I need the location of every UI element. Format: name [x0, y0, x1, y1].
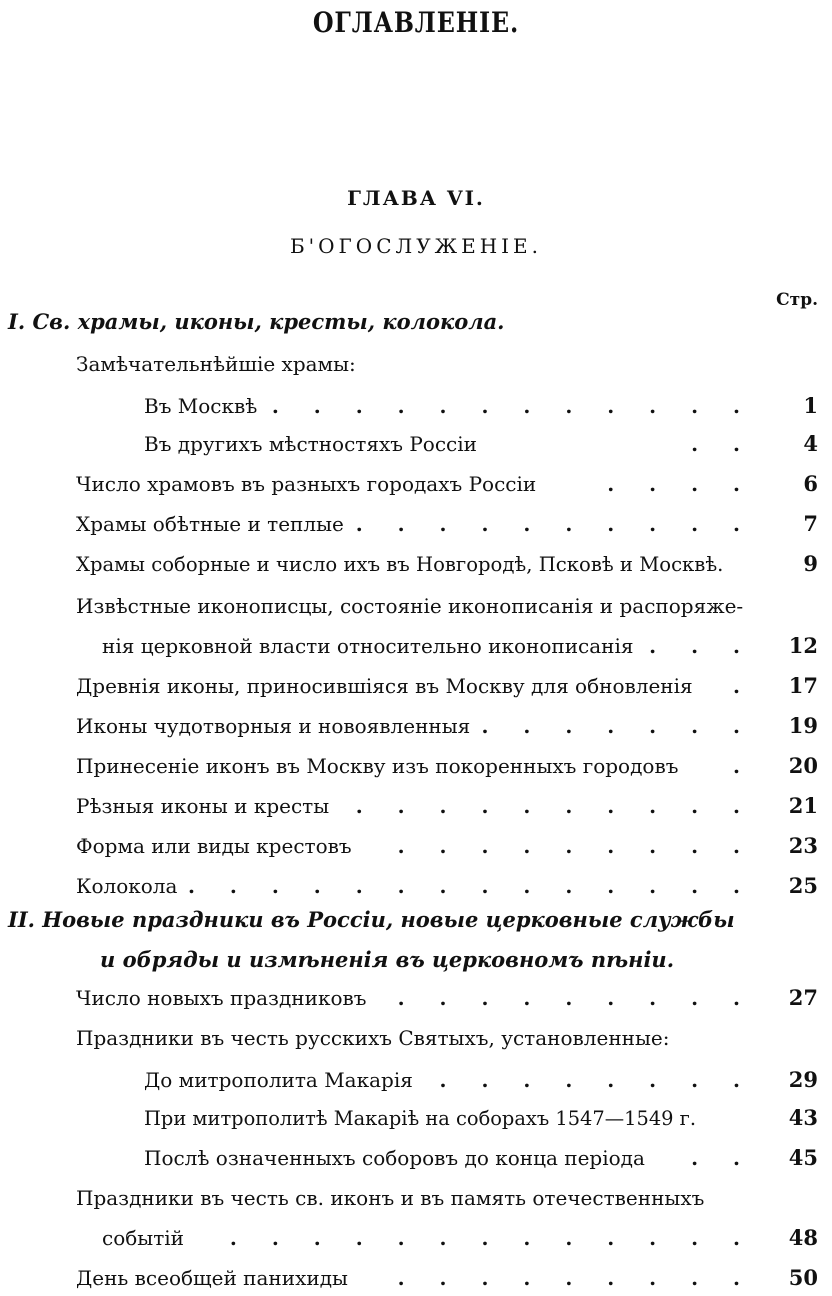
toc-entry [0, 750, 832, 782]
entry-title: Принесеніе иконъ въ Москву изъ покоренныхъ городовъ [76, 754, 679, 778]
leader-dots: . . . . . . . . . . . . . [229, 1226, 754, 1250]
toc-entry [0, 428, 832, 460]
entry-page: 45 [788, 1145, 818, 1170]
toc-entry [0, 710, 832, 742]
entry-title: Въ другихъ мѣстностяхъ Россіи [144, 432, 477, 456]
entry-title: Извѣстные иконописцы, состояніе иконописанія и распоряже- [76, 594, 744, 618]
leader-dots: . . . [649, 634, 754, 658]
toc-entry [0, 348, 832, 380]
section-heading [0, 306, 832, 338]
entry-page: 4 [803, 431, 818, 456]
entry-title: Число новыхъ праздниковъ [76, 986, 367, 1010]
entry-page: 43 [788, 1105, 818, 1130]
entry-page: 17 [788, 673, 818, 698]
page-title: ОГЛАВЛЕНІЕ. [312, 6, 520, 39]
section-title: и обряды и измѣненія въ церковномъ пѣніи. [100, 947, 675, 972]
entry-title: До митрополита Макарія [144, 1068, 413, 1092]
leader-dots: . . [691, 1146, 754, 1170]
entry-page: 20 [788, 753, 818, 778]
chapter-heading: ГЛАВА VI. [347, 186, 485, 210]
entry-title: нія церковной власти относительно иконописанія [102, 634, 634, 658]
leader-dots: . . . . . . . [481, 714, 754, 738]
section-title: II. Новые праздники въ Россіи, новые церковные службы [8, 907, 735, 932]
leader-dots: . . . . . . . . . [397, 834, 754, 858]
leader-dots: . . . . . . . . . [397, 1266, 754, 1290]
entry-page: 12 [788, 633, 818, 658]
entry-page: 29 [788, 1067, 818, 1092]
toc-entry [0, 830, 832, 862]
entry-title: Храмы соборные и число ихъ въ Новгородѣ, Псковѣ и Москвѣ. [76, 552, 724, 576]
section-heading [0, 904, 832, 936]
toc-entry [0, 1222, 832, 1254]
leader-dots: . . . . . . . . . . [355, 794, 754, 818]
toc-entry [0, 630, 832, 662]
leader-dots: . . [691, 432, 754, 456]
entry-page: 48 [788, 1225, 818, 1250]
entry-page: 6 [803, 471, 818, 496]
entry-title: Древнія иконы, приносившіяся въ Москву для обновленія [76, 674, 693, 698]
entry-title: Въ Москвѣ [144, 394, 258, 418]
entry-title: Послѣ означенныхъ соборовъ до конца періода [144, 1146, 645, 1170]
toc-entry [0, 1142, 832, 1174]
toc-entry [0, 548, 832, 580]
leader-dots: . . . . . . . . . . [355, 512, 754, 536]
entry-page: 27 [788, 985, 818, 1010]
toc-entry [0, 590, 832, 622]
entry-page: 25 [788, 873, 818, 898]
toc-entry [0, 982, 832, 1014]
leader-dots: . . . . . . . . [439, 1068, 754, 1092]
leader-dots: . . . . [607, 472, 754, 496]
toc-entry [0, 670, 832, 702]
section-title: I. Св. храмы, иконы, кресты, колокола. [8, 309, 505, 334]
toc-entry [0, 1064, 832, 1096]
entry-page: 9 [803, 551, 818, 576]
entry-page: 19 [788, 713, 818, 738]
chapter-subtitle: Б'ОГОСЛУЖЕНІЕ. [289, 234, 543, 258]
entry-title: событій [102, 1226, 184, 1250]
toc-entry [0, 870, 832, 902]
entry-title: Храмы обѣтные и теплые [76, 512, 344, 536]
section-heading-continuation [0, 944, 832, 976]
entry-title: Иконы чудотворныя и новоявленныя [76, 714, 471, 738]
toc-entry [0, 1182, 832, 1214]
entry-title: Колокола [76, 874, 178, 898]
entry-title: Форма или виды крестовъ [76, 834, 352, 858]
entry-title: Праздники въ честь русскихъ Святыхъ, установленные: [76, 1026, 670, 1050]
entry-page: 1 [803, 393, 818, 418]
toc-entry [0, 508, 832, 540]
entry-page: 7 [803, 511, 818, 536]
toc-entry [0, 468, 832, 500]
toc-entry [0, 790, 832, 822]
entry-page: 21 [788, 793, 818, 818]
toc-entry [0, 390, 832, 422]
entry-title: Рѣзныя иконы и кресты [76, 794, 330, 818]
toc-entry [0, 1022, 832, 1054]
leader-dots: . . . . . . . . . [397, 986, 754, 1010]
leader-dots: . . . . . . . . . . . . [271, 394, 754, 418]
entry-title: Число храмовъ въ разныхъ городахъ Россіи [76, 472, 537, 496]
entry-title: Праздники въ честь св. иконъ и въ память отечественныхъ [76, 1186, 705, 1210]
page-column-header: Стр. [776, 290, 818, 310]
entry-title: День всеобщей панихиды [76, 1266, 348, 1290]
leader-dots: . . . . . . . . . . . . . . [188, 874, 754, 898]
leader-dots: . [733, 674, 754, 698]
leader-dots: . [733, 754, 754, 778]
entry-page: 23 [788, 833, 818, 858]
toc-entry [0, 1262, 832, 1294]
entry-title: Замѣчательнѣйшіе храмы: [76, 352, 356, 376]
entry-title: При митрополитѣ Макаріѣ на соборахъ 1547—1549 г. [144, 1106, 697, 1130]
toc-entry [0, 1102, 832, 1134]
entry-page: 50 [788, 1265, 818, 1290]
